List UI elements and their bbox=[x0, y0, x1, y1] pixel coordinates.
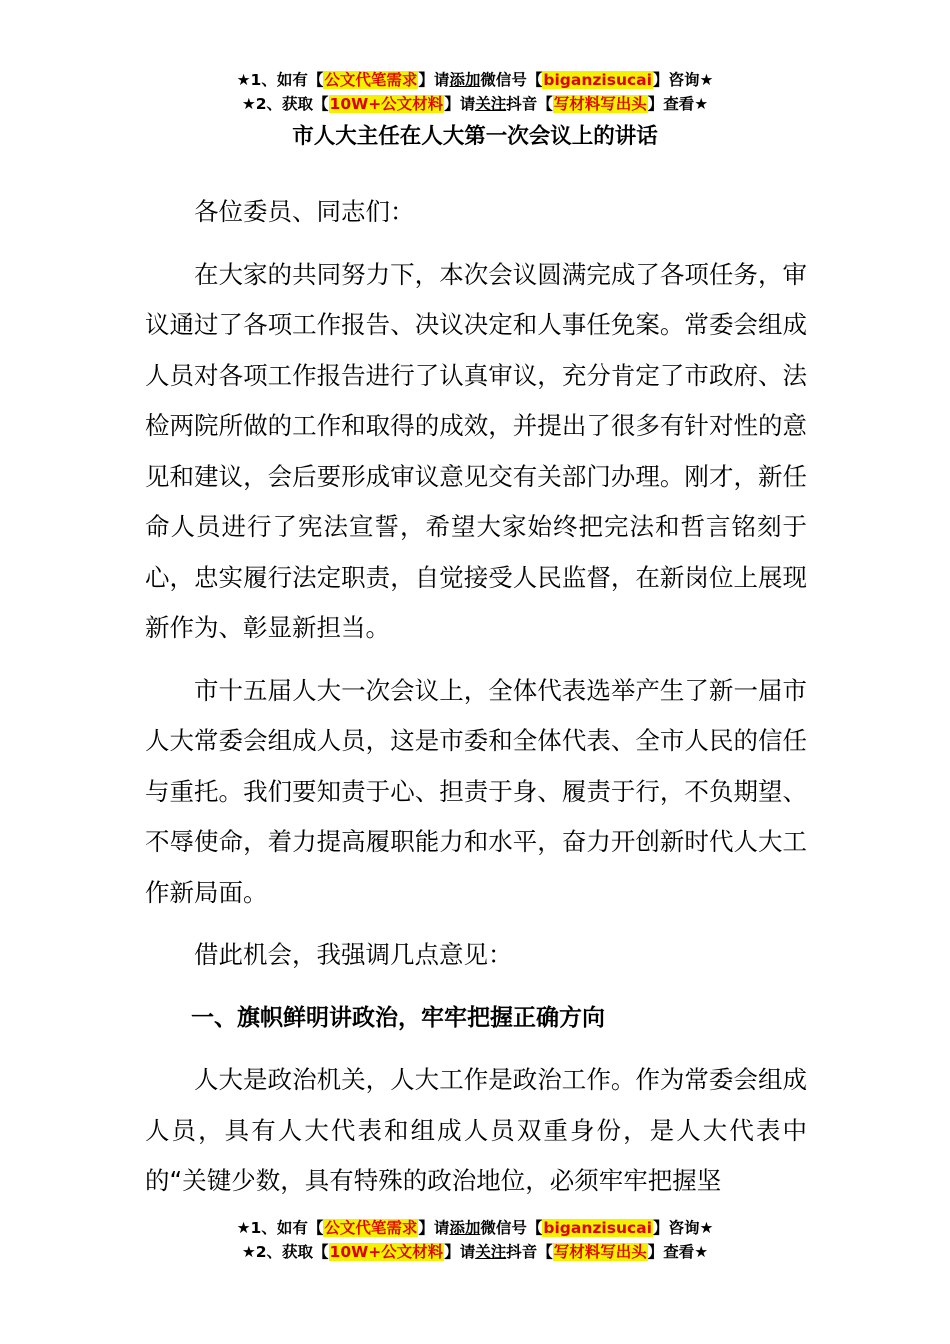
promo-highlight: 写材料写出头 bbox=[553, 95, 647, 113]
promo-highlight: biganzisucai bbox=[543, 1219, 652, 1237]
promo-underline: 关注 bbox=[475, 95, 507, 113]
promo-text: 】查看★ bbox=[647, 95, 709, 113]
promo-text: 微信号【 bbox=[480, 71, 543, 89]
promo-text: 微信号【 bbox=[480, 1219, 543, 1237]
promo-text: 抖音【 bbox=[506, 1243, 553, 1261]
promo-banner-top bbox=[0, 68, 950, 116]
promo-text: ★2、获取【 bbox=[241, 1243, 329, 1261]
promo-text: 】咨询★ bbox=[652, 1219, 714, 1237]
promo-underline: 添加 bbox=[449, 1219, 481, 1237]
section-heading: 一、旗帜鲜明讲政治，牢牢把握正确方向 bbox=[191, 1004, 605, 1031]
promo-line-2 bbox=[0, 1240, 950, 1264]
promo-text: 】请 bbox=[444, 95, 476, 113]
promo-underline: 添加 bbox=[449, 71, 481, 89]
salutation: 各位委员、同志们： bbox=[194, 197, 415, 226]
body-paragraph: 借此机会，我强调几点意见： bbox=[194, 940, 513, 969]
promo-line-1 bbox=[0, 68, 950, 92]
promo-highlight: 10W+公文材料 bbox=[329, 1243, 444, 1261]
promo-text: ★2、获取【 bbox=[241, 95, 329, 113]
document-title: 市人大主任在人大第一次会议上的讲话 bbox=[292, 124, 658, 149]
promo-highlight: 10W+公文材料 bbox=[329, 95, 444, 113]
promo-text: 】请 bbox=[418, 71, 450, 89]
promo-text: 】请 bbox=[418, 1219, 450, 1237]
promo-text: 抖音【 bbox=[506, 95, 553, 113]
promo-highlight: biganzisucai bbox=[543, 71, 652, 89]
body-paragraph: 市十五届人大一次会议上，全体代表选举产生了新一届市人大常委会组成人员，这是市委和全体代表、全市人民的信任与重托。我们要知责于心、担责于身、履责于行，不负期望、不辱使命，着力提高履职能力和水平，奋力开创新时代人大工作新局面。 bbox=[145, 675, 807, 907]
body-paragraph: 人大是政治机关，人大工作是政治工作。作为常委会组成人员，具有人大代表和组成人员双重身份，是人大代表中的“关键少数，具有特殊的政治地位，必须牢牢把握坚 bbox=[145, 1065, 807, 1195]
body-paragraph: 在大家的共同努力下，本次会议圆满完成了各项任务，审议通过了各项工作报告、决议决定和人事任免案。常委会组成人员对各项工作报告进行了认真审议，充分肯定了市政府、法检两院所做的工作和取得的成效，并提出了很多有针对性的意见和建议，会后要形成审议意见交有关部门办理。刚才，新任命人员进行了宪法宣誓，希望大家始终把完法和哲言铭刻于心，忠实履行法定职责，自觉接受人民监督，在新岗位上展现新作为、彰显新担当。 bbox=[145, 259, 807, 642]
promo-line-1 bbox=[0, 1216, 950, 1240]
document-body bbox=[145, 187, 807, 1219]
promo-highlight: 公文代笔需求 bbox=[324, 71, 418, 89]
promo-text: ★1、如有【 bbox=[236, 71, 324, 89]
promo-highlight: 公文代笔需求 bbox=[324, 1219, 418, 1237]
promo-text: 】咨询★ bbox=[652, 71, 714, 89]
promo-highlight: 写材料写出头 bbox=[553, 1243, 647, 1261]
promo-line-2 bbox=[0, 92, 950, 116]
promo-banner-bottom bbox=[0, 1216, 950, 1264]
promo-text: ★1、如有【 bbox=[236, 1219, 324, 1237]
promo-underline: 关注 bbox=[475, 1243, 507, 1261]
promo-text: 】查看★ bbox=[647, 1243, 709, 1261]
promo-text: 】请 bbox=[444, 1243, 476, 1261]
